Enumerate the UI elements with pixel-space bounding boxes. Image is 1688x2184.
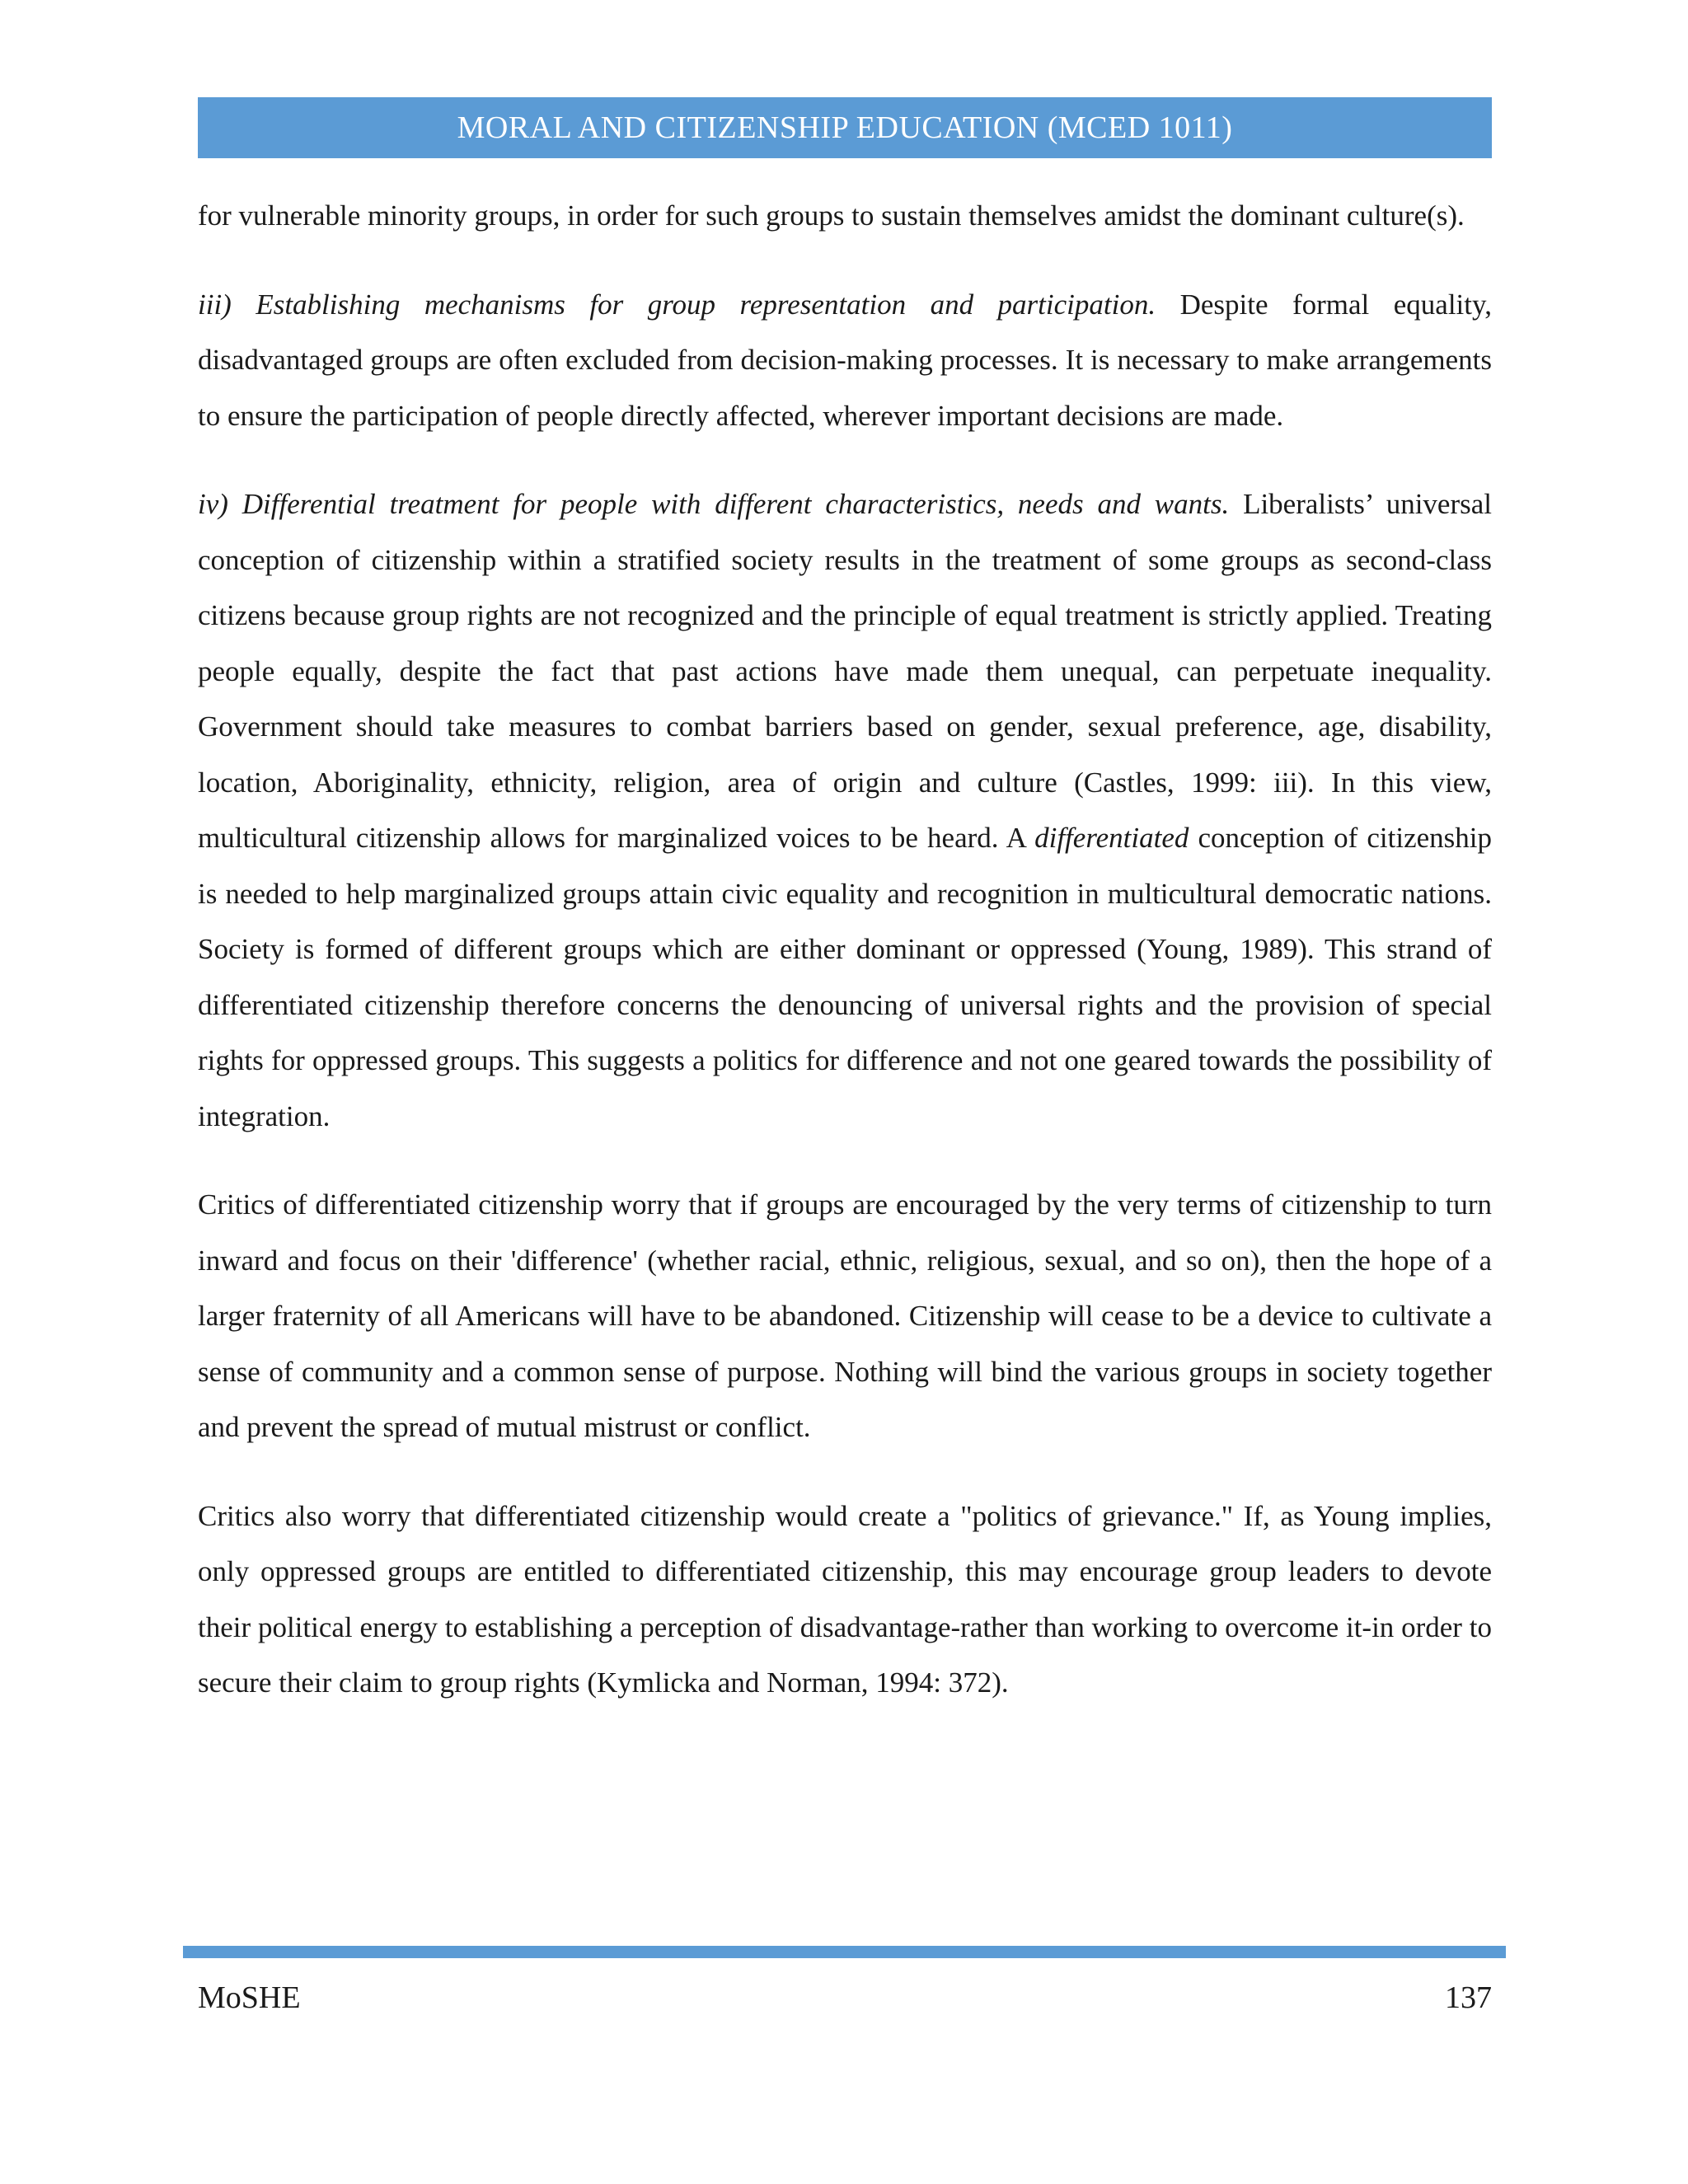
paragraph-3-text-a: Liberalists’ universal conception of citizenship within a stratified society results in the treatment of some groups as second-class citizens because group rights are not recognized and the principle of equal treatment is strictly applied. Treating people equally, despite the fact that past actions have made them unequal, can perpetuate inequality. Government should take measures to combat barriers based on gender, sexual preference, age, disability, location, Aboriginality, ethnicity, religion, area of origin and culture (Castles, 1999: iii). In this view, multicultural citizenship allows for marginalized voices to be heard. A [198,488,1492,854]
paragraph-2-heading: iii) Establishing mechanisms for group representation and participation. [198,288,1156,321]
page-number: 137 [1445,1980,1492,2015]
paragraph-3-emphasis: differentiated [1034,822,1189,854]
paragraph-3-text-b: conception of citizenship is needed to help marginalized groups attain civic equality and recognition in multicultural democratic nations. Society is formed of different groups which are either dominant or oppressed (Young, 1989). This strand of differentiated citizenship therefore concerns the denouncing of universal rights and the provision of special rights for oppressed groups. This suggests a politics for difference and not one geared towards the possibility of integration. [198,822,1492,1132]
paragraph-3 [198,476,1492,1144]
paragraph-4: Critics of differentiated citizenship worry that if groups are encouraged by the very terms of citizenship to turn inward and focus on their 'difference' (whether racial, ethnic, religious, sexual, and so on), then the hope of a larger fraternity of all Americans will have to be abandoned. Citizenship will cease to be a device to cultivate a sense of community and a common sense of purpose. Nothing will bind the various groups in society together and prevent the spread of mutual mistrust or conflict. [198,1188,1492,1443]
footer-publisher: MoSHE [198,1980,301,2015]
footer-divider [183,1946,1506,1958]
paragraph-5: Critics also worry that differentiated citizenship would create a "politics of grievance." If, as Young implies, only oppressed groups are entitled to differentiated citizenship, this may encourage group leaders to devote their political energy to establishing a perception of disadvantage-rather than working to overcome it-in order to secure their claim to group rights (Kymlicka and Norman, 1994: 372). [198,1499,1492,1699]
paragraph-3-heading: iv) Differential treatment for people with different characteristics, needs and wants. [198,488,1230,520]
header-banner [198,97,1492,158]
document-body [198,188,1492,1744]
paragraph-2 [198,277,1492,444]
paragraph-2-text: Despite formal equality, disadvantaged groups are often excluded from decision-making processes. It is necessary to make arrangements to ensure the participation of people directly affected, wherever important decisions are made. [198,288,1492,432]
paragraph-1: for vulnerable minority groups, in order for such groups to sustain themselves amidst the dominant culture(s). [198,199,1465,232]
page-header-title: MORAL AND CITIZENSHIP EDUCATION (MCED 1011) [457,110,1233,145]
